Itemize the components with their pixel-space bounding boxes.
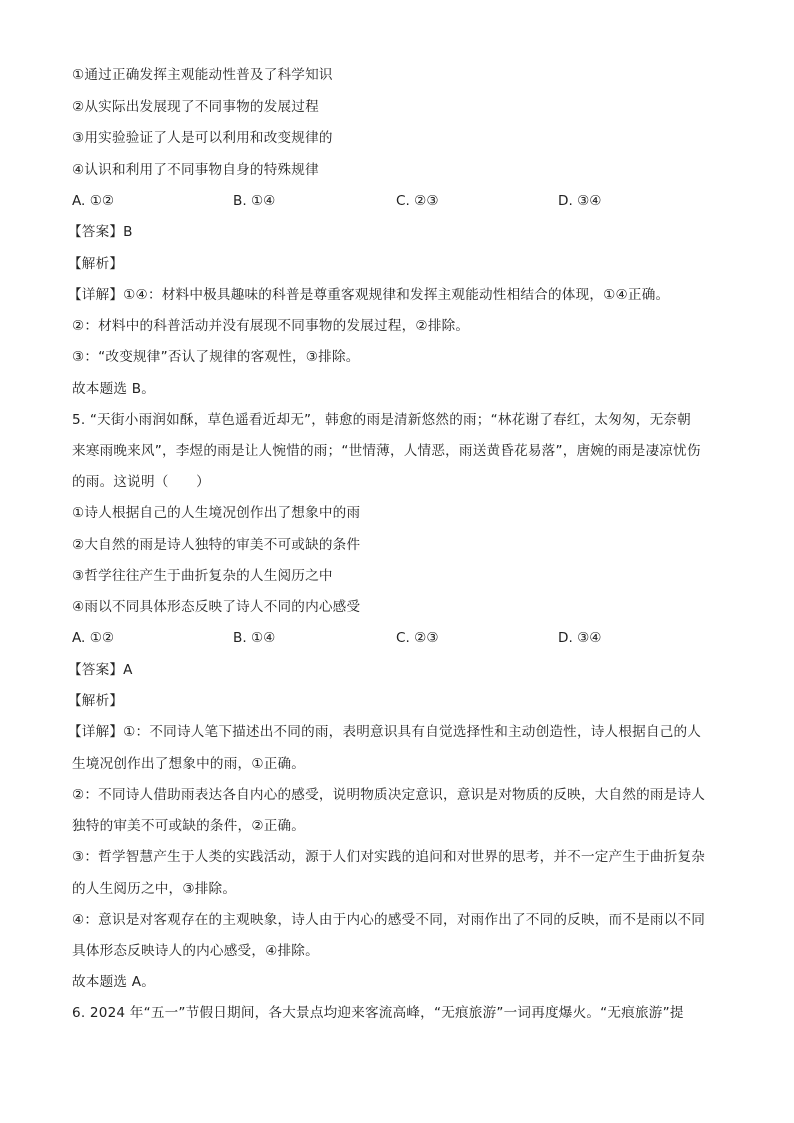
q5-stem-line-3: 的雨。这说明（ ）: [72, 474, 210, 490]
q5-detail-7: ④：意识是对客观存在的主观映象，诗人由于内心的感受不同，对雨作出了不同的反映，而不是雨以不同: [72, 912, 706, 928]
q5-detail-4: 独特的审美不可或缺的条件，②正确。: [72, 818, 306, 834]
q6-stem-line-1: 6. 2024 年“五一”节假日期间，各大景点均迎来客流高峰，“无痕旅游”一词再度爆火。“无痕旅游”提: [72, 1005, 684, 1021]
q4-options: [72, 192, 732, 210]
q5-detail-8: 具体形态反映诗人的内心感受，④排除。: [72, 943, 319, 959]
q5-statement-2: ②大自然的雨是诗人独特的审美不可或缺的条件: [72, 537, 361, 553]
q5-stem-line-2: 来寒雨晚来风”，李煜的雨是让人惋惜的雨；“世情薄，人情恶，雨送黄昏花易落”，唐婉的雨是凄凉忧伤: [72, 443, 701, 459]
q5-option-b: B. ①④: [233, 630, 276, 646]
q5-detail-3: ②：不同诗人借助雨表达各自内心的感受，说明物质决定意识，意识是对物质的反映，大自然的雨是诗人: [72, 787, 706, 803]
q4-option-b: B. ①④: [233, 193, 276, 209]
q5-detail-9: 故本题选 A。: [72, 974, 155, 990]
q4-statement-2: ②从实际出发展现了不同事物的发展过程: [72, 99, 319, 115]
q4-detail-4: 故本题选 B。: [72, 381, 156, 397]
q4-detail-2: ②：材料中的科普活动并没有展现不同事物的发展过程，②排除。: [72, 318, 470, 334]
q5-option-a: A. ①②: [72, 630, 115, 646]
q4-option-a: A. ①②: [72, 193, 115, 209]
q5-answer: 【答案】A: [68, 662, 133, 678]
q5-detail-5: ③：哲学智慧产生于人类的实践活动，源于人们对实践的追问和对世界的思考，并不一定产生于曲折复杂: [72, 849, 706, 865]
q4-detail-1: 【详解】①④：材料中极具趣味的科普是尊重客观规律和发挥主观能动性相结合的体现，①④正确。: [68, 287, 670, 303]
q5-stem-line-1: 5. “天街小雨润如酥，草色遥看近却无”，韩愈的雨是清新悠然的雨；“林花谢了春红，太匆匆，无奈朝: [72, 412, 691, 428]
q4-detail-3: ③：“改变规律”否认了规律的客观性，③排除。: [72, 349, 360, 365]
q5-detail-1: 【详解】①：不同诗人笔下描述出不同的雨，表明意识具有自觉选择性和主动创造性，诗人根据自己的人: [68, 724, 702, 740]
q5-statement-3: ③哲学往往产生于曲折复杂的人生阅历之中: [72, 568, 333, 584]
q5-options: [72, 629, 732, 647]
q4-statement-1: ①通过正确发挥主观能动性普及了科学知识: [72, 67, 333, 83]
q4-statement-4: ④认识和利用了不同事物自身的特殊规律: [72, 162, 319, 178]
q5-analysis-label: 【解析】: [68, 693, 124, 709]
q5-statement-1: ①诗人根据自己的人生境况创作出了想象中的雨: [72, 505, 361, 521]
q4-option-c: C. ②③: [396, 193, 439, 209]
q4-answer: 【答案】B: [68, 224, 133, 240]
q4-statement-3: ③用实验验证了人是可以利用和改变规律的: [72, 130, 333, 146]
q4-option-d: D. ③④: [558, 193, 602, 209]
q4-analysis-label: 【解析】: [68, 256, 124, 272]
q5-detail-6: 的人生阅历之中，③排除。: [72, 881, 237, 897]
q5-statement-4: ④雨以不同具体形态反映了诗人不同的内心感受: [72, 599, 361, 615]
q5-option-c: C. ②③: [396, 630, 439, 646]
q5-option-d: D. ③④: [558, 630, 602, 646]
q5-detail-2: 生境况创作出了想象中的雨，①正确。: [72, 756, 306, 772]
